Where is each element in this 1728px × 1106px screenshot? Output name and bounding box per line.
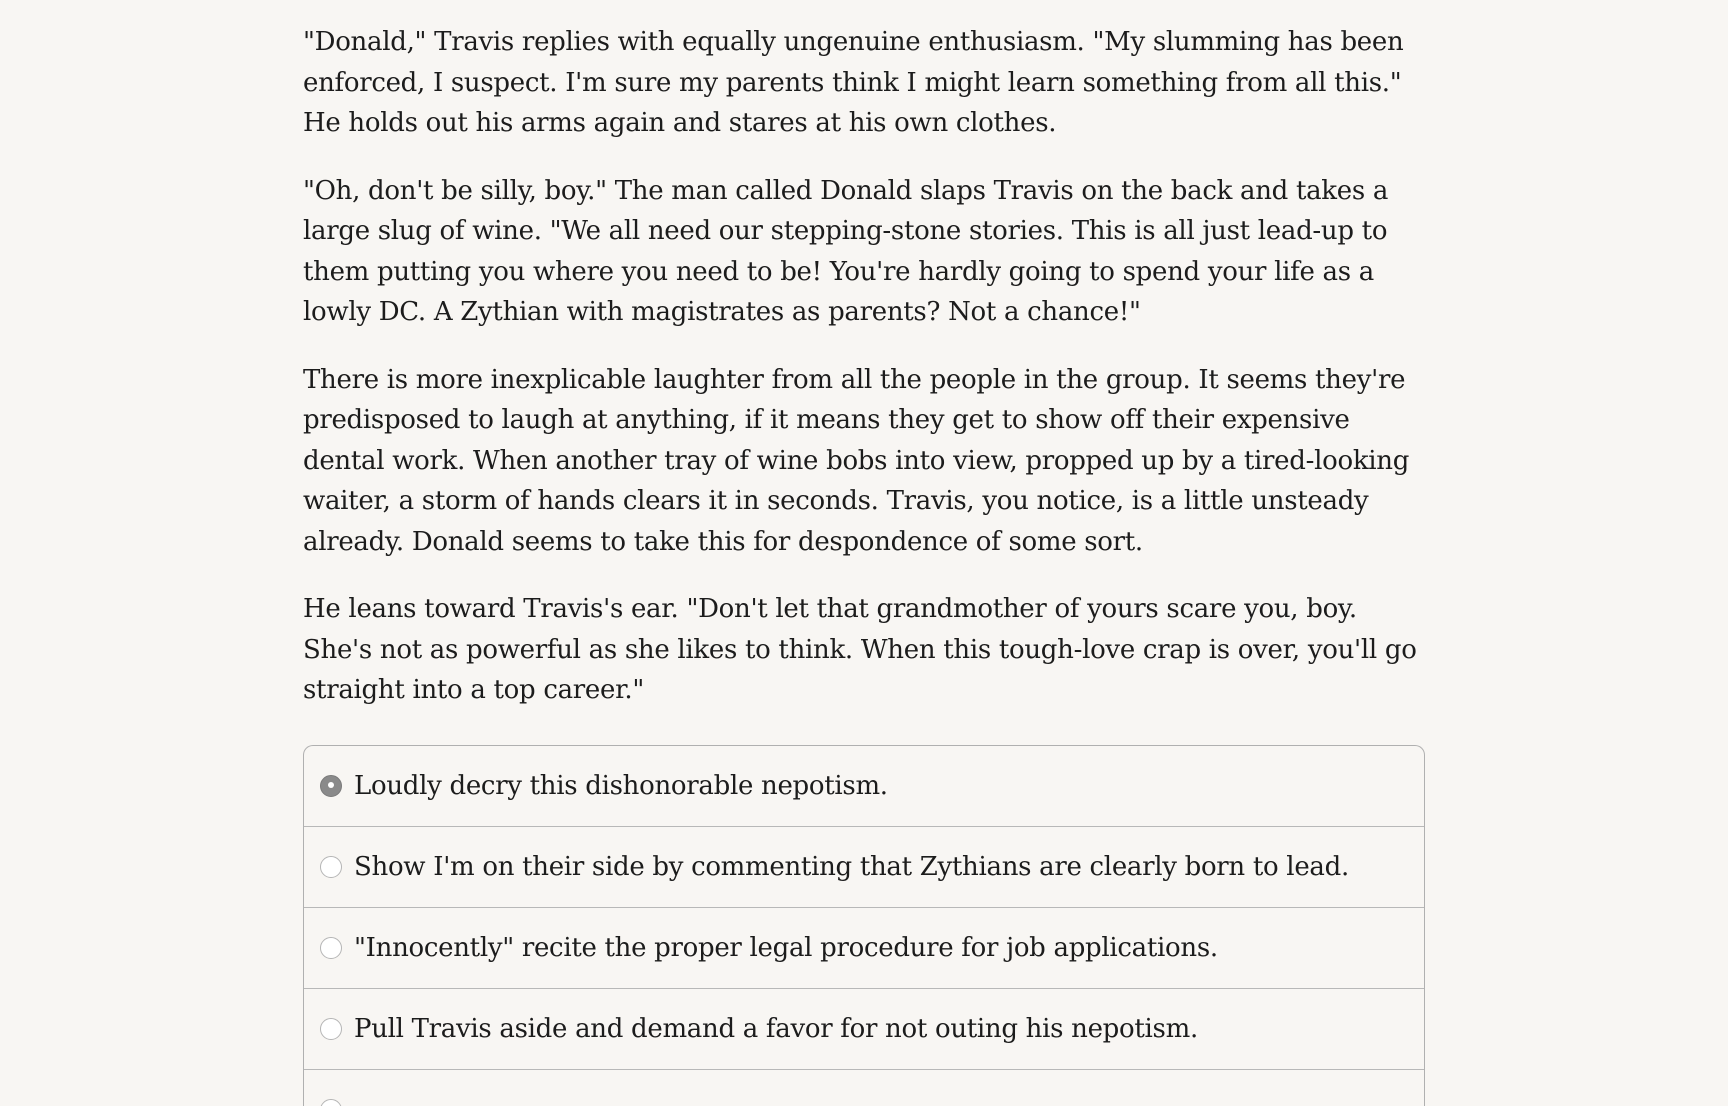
radio-unselected-icon[interactable] [320, 856, 342, 878]
choice-label: Pull Travis aside and demand a favor for not outing his nepotism. [354, 1013, 1198, 1044]
story-text [303, 22, 1425, 1106]
radio-unselected-icon[interactable] [320, 937, 342, 959]
radio-unselected-icon[interactable] [320, 1099, 342, 1106]
radio-selected-icon[interactable] [320, 775, 342, 797]
story-paragraph: There is more inexplicable laughter from all the people in the group. It seems they're predisposed to laugh at anything, if it means they get to show off their expensive dental work. When another tray of wine bobs into view, propped up by a tired-looking waiter, a storm of hands clears it in seconds. Travis, you notice, is a little unsteady already. Donald seems to take this for despondence of some sort. [303, 364, 1410, 557]
choice-label: Loudly decry this dishonorable nepotism. [354, 770, 888, 801]
radio-unselected-icon[interactable] [320, 1018, 342, 1040]
choice-option-favor[interactable] [304, 989, 1424, 1070]
story-paragraph: "Donald," Travis replies with equally ungenuine enthusiasm. "My slumming has been enforced, I suspect. I'm sure my parents think I might learn something from all this." He holds out his arms again and stares at his own clothes. [303, 27, 1404, 138]
choice-option-recite[interactable] [304, 908, 1424, 989]
choice-option-side[interactable] [304, 827, 1424, 908]
story-paragraph: He leans toward Travis's ear. "Don't let that grandmother of yours scare you, boy. She's not as powerful as she likes to think. When this tough-love crap is over, you'll go straight into a top career." [303, 594, 1417, 705]
choice-option-partial[interactable] [304, 1070, 1424, 1106]
choice-label: "Innocently" recite the proper legal procedure for job applications. [354, 932, 1218, 963]
choice-label: Show I'm on their side by commenting that Zythians are clearly born to lead. [354, 851, 1349, 882]
story-paragraph: "Oh, don't be silly, boy." The man called Donald slaps Travis on the back and takes a large slug of wine. "We all need our stepping-stone stories. This is all just lead-up to them putting you where you need to be! You're hardly going to spend your life as a lowly DC. A Zythian with magistrates as parents? Not a chance!" [303, 175, 1389, 327]
choice-list [303, 745, 1425, 1106]
choice-option-decry[interactable] [304, 746, 1424, 827]
